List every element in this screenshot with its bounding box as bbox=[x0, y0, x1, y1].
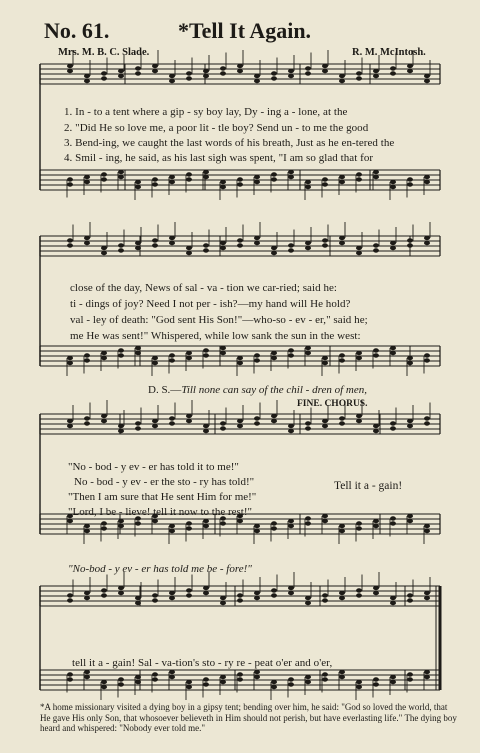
verse-line-1b: close of the day, News of sal - va - tion we car-ried; said he: bbox=[70, 282, 338, 294]
verse-line-4a: 4. Smil - ing, he said, as his last sigh was spent, "I am so glad that for bbox=[64, 152, 374, 164]
chorus-line-4: "Lord, I be - lieve! tell it now to the rest!" bbox=[68, 506, 253, 518]
chorus-line-2: No - bod - y ev - er the sto - ry has told!" bbox=[74, 476, 255, 488]
dal-segno-line bbox=[148, 384, 367, 396]
ds-label: D. S.— bbox=[148, 384, 182, 396]
composer-credit: R. M. McIntosh. bbox=[352, 47, 426, 58]
ds-text: Till none can say of the chil - dren of men, bbox=[181, 384, 367, 396]
verse-line-3a: 3. Bend-ing, we caught the last words of his breath, Just as he en-tered the bbox=[64, 137, 395, 149]
verse-line-2b: ti - dings of joy? Need I not per - ish?—my hand will He hold? bbox=[70, 298, 351, 310]
chorus-line-1: "No - bod - y ev - er has told it to me!" bbox=[68, 461, 239, 473]
refrain-tell-it-again: Tell it a - gain! bbox=[334, 480, 403, 492]
lyricist-credit: Mrs. M. B. C. Slade. bbox=[58, 47, 150, 58]
verse-line-3b: val - ley of death: "God sent His Son!"—who-so - ev - er," said he; bbox=[70, 314, 368, 326]
hymn-number: No. 61. bbox=[44, 18, 110, 43]
closing-lyric-line: tell it a - gain! Sal - va-tion's sto - ry re - peat o'er and o'er, bbox=[72, 657, 333, 669]
footnote: *A home missionary visited a dying boy in a gipsy tent; bending over him, he said: "God so loved the world, that He gave His only Son, that whosoever believeth in Him should not perish, but have everlasting life." The dying boy heard and whispered: "Nobody ever told me." bbox=[40, 702, 457, 733]
verse-line-2a: 2. "Did He so love me, a poor lit - tle boy? Send un - to me the good bbox=[64, 122, 369, 134]
fine-chorus-label: FINE. CHORUS. bbox=[297, 399, 368, 409]
chorus-line-3: "Then I am sure that He sent Him for me!" bbox=[68, 491, 257, 503]
hymn-title: *Tell It Again. bbox=[178, 18, 312, 43]
alto-italic-line: "No-bod - y ev - er has told me be - fore!" bbox=[68, 563, 252, 575]
verse-line-1a: 1. In - to a tent where a gip - sy boy lay, Dy - ing a - lone, at the bbox=[64, 106, 348, 118]
verse-line-4b: me He was sent!" Whispered, while low sank the sun in the west: bbox=[70, 330, 361, 342]
